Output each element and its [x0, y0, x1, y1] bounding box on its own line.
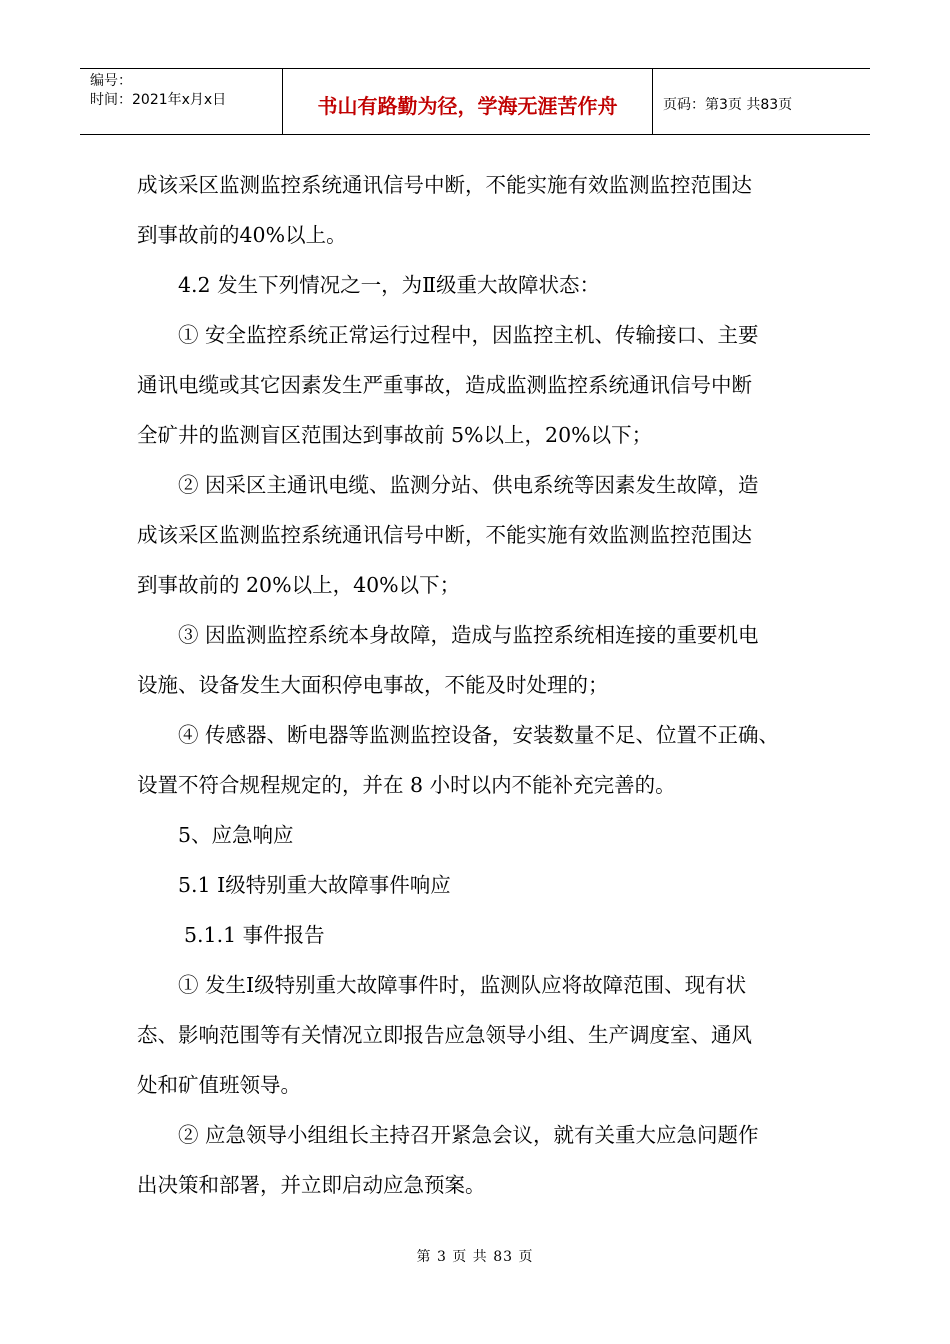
section-heading: 5.1 Ⅰ级特别重大故障事件响应 — [178, 873, 451, 897]
body-line: 态、影响范围等有关情况立即报告应急领导小组、生产调度室、通风 — [137, 1023, 752, 1047]
body-line: ④ 传感器、断电器等监测监控设备，安装数量不足、位置不正确、 — [178, 723, 780, 747]
section-heading: 5.1.1 事件报告 — [184, 923, 325, 947]
section-heading: 5、应急响应 — [178, 823, 294, 847]
document-number-label: 编号： — [90, 73, 132, 89]
header-info-cell — [80, 69, 283, 134]
header-motto: 书山有路勤为径，学海无涯苦作舟 — [283, 69, 653, 134]
body-line: ① 安全监控系统正常运行过程中，因监控主机、传输接口、主要 — [178, 323, 759, 347]
body-line: ③ 因监测监控系统本身故障，造成与监控系统相连接的重要机电 — [178, 623, 759, 647]
body-line: 到事故前的 20%以上，40%以下； — [137, 573, 461, 597]
body-line: 处和矿值班领导。 — [137, 1073, 301, 1097]
body-line: 成该采区监测监控系统通讯信号中断，不能实施有效监测监控范围达 — [137, 173, 752, 197]
body-line: 通讯电缆或其它因素发生严重事故，造成监测监控系统通讯信号中断 — [137, 373, 752, 397]
document-time-label: 时间：2021年x月x日 — [90, 92, 227, 108]
body-line: ② 因采区主通讯电缆、监测分站、供电系统等因素发生故障，造 — [178, 473, 759, 497]
body-line: 设置不符合规程规定的，并在 8 小时以内不能补充完善的。 — [137, 773, 676, 797]
body-line: 全矿井的监测盲区范围达到事故前 5%以上，20%以下； — [137, 423, 653, 447]
body-line: ① 发生Ⅰ级特别重大故障事件时，监测队应将故障范围、现有状 — [178, 973, 747, 997]
header-page-number: 页码：第3页 共83页 — [663, 96, 793, 113]
body-line: 设施、设备发生大面积停电事故，不能及时处理的； — [137, 673, 609, 697]
body-line: ② 应急领导小组组长主持召开紧急会议，就有关重大应急问题作 — [178, 1123, 759, 1147]
page-header — [80, 68, 870, 135]
body-line: 出决策和部署，并立即启动应急预案。 — [137, 1173, 486, 1197]
body-line: 到事故前的40%以上。 — [137, 223, 347, 247]
document-body — [137, 160, 837, 1210]
page-footer: 第 3 页 共 83 页 — [416, 1249, 534, 1265]
section-heading: 4.2 发生下列情况之一，为Ⅱ级重大故障状态： — [178, 273, 601, 297]
body-line: 成该采区监测监控系统通讯信号中断，不能实施有效监测监控范围达 — [137, 523, 752, 547]
